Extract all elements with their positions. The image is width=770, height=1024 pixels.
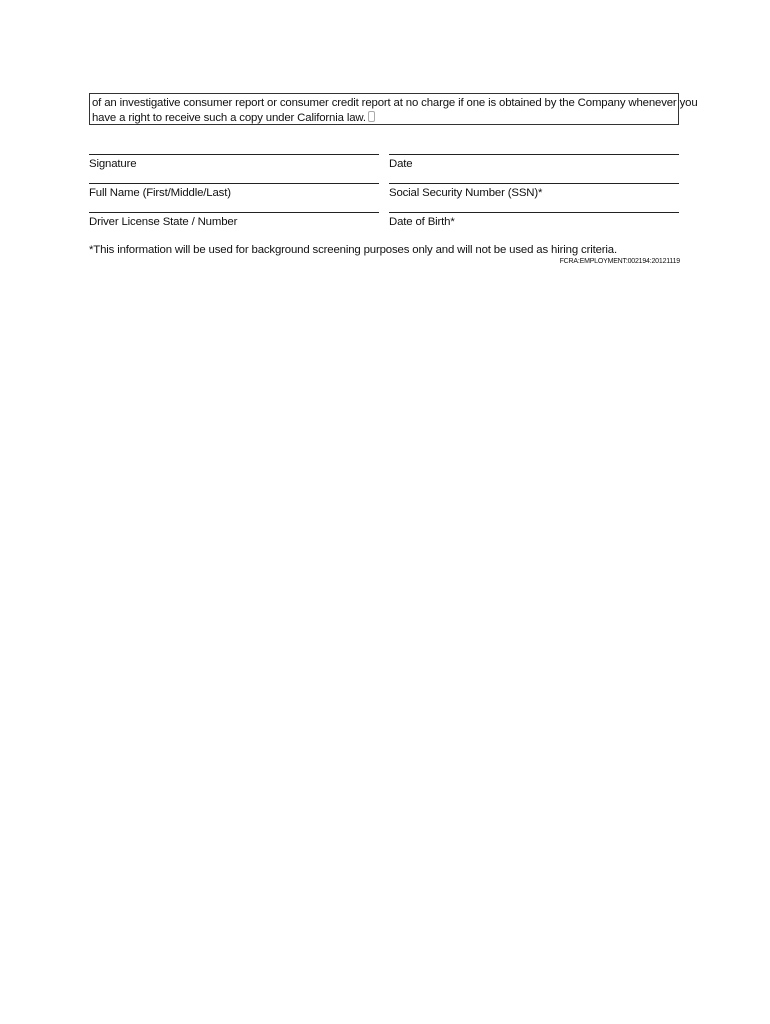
ssn-field[interactable] (389, 183, 679, 201)
full-name-label: Full Name (First/Middle/Last) (89, 187, 231, 199)
date-label: Date (389, 158, 413, 170)
ssn-label: Social Security Number (SSN)* (389, 187, 543, 199)
date-of-birth-field[interactable] (389, 212, 679, 230)
date-of-birth-label: Date of Birth* (389, 216, 455, 228)
signature-field[interactable] (89, 154, 379, 172)
notice-line-1: of an investigative consumer report or consumer credit report at no charge if one is obtained by the Company whenever you (92, 97, 698, 109)
signature-label: Signature (89, 158, 137, 170)
date-field[interactable] (389, 154, 679, 172)
notice-line-2 (92, 111, 675, 126)
driver-license-field[interactable] (89, 212, 379, 230)
checkbox-icon[interactable] (368, 111, 375, 122)
form-code: FCRA:EMPLOYMENT:002194:20121119 (559, 258, 680, 265)
full-name-field[interactable] (89, 183, 379, 201)
screening-footnote: *This information will be used for background screening purposes only and will not be used as hiring criteria. (89, 244, 618, 256)
notice-line-2-text: have a right to receive such a copy under California law. (92, 112, 366, 124)
driver-license-label: Driver License State / Number (89, 216, 238, 228)
california-notice-box (89, 93, 698, 125)
